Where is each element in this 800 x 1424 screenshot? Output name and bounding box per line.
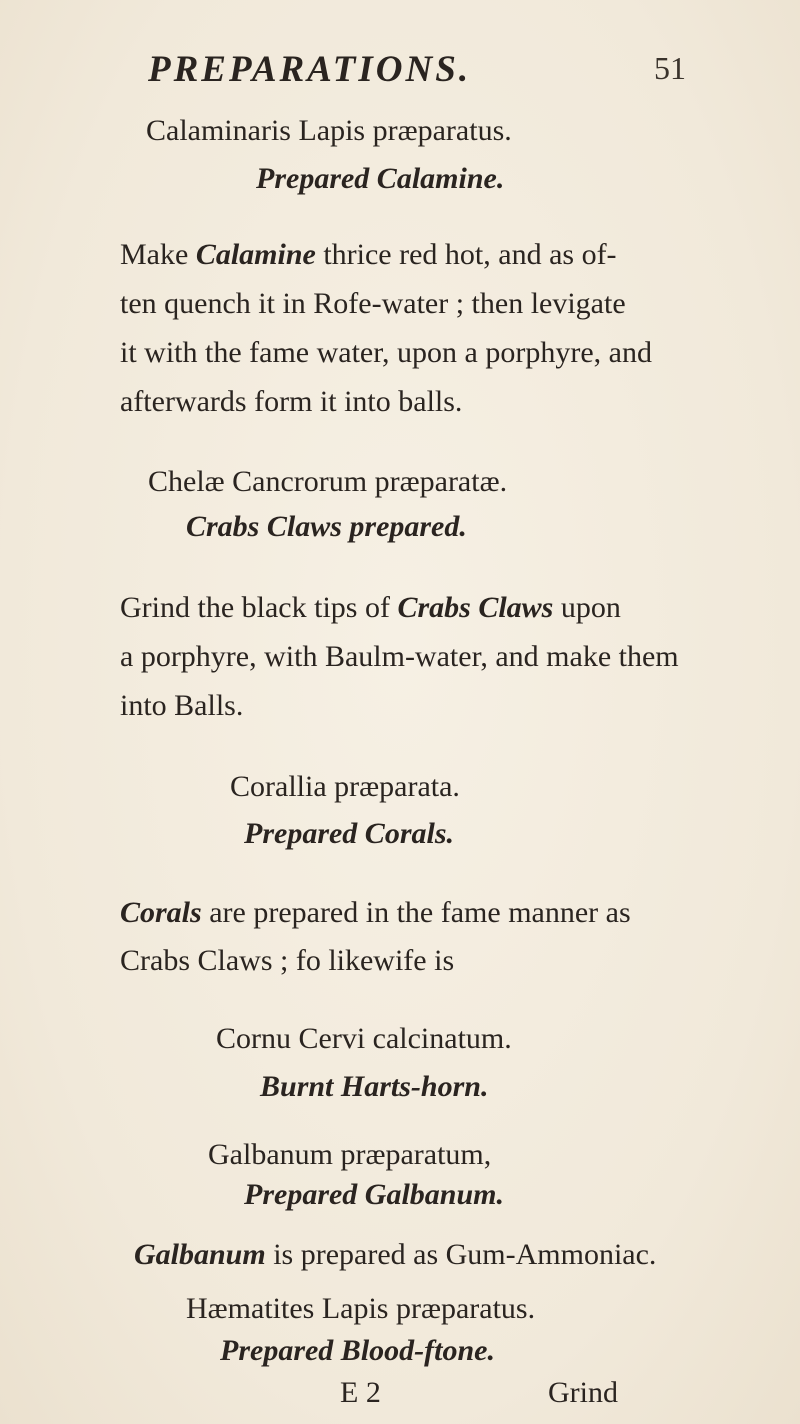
page-number: 51 [654, 50, 686, 86]
body-line: ten quench it in Rofe-water ; then levigate [120, 287, 626, 320]
entry-latin-title: Chelæ Cancrorum præparatæ. [148, 465, 508, 498]
body-line: a porphyre, with Baulm-water, and make them [120, 640, 679, 673]
italic-term: Crabs Claws [397, 591, 554, 624]
body-line: Make Calamine thrice red hot, and as of- [120, 238, 617, 271]
italic-term: Corals [120, 896, 202, 929]
entry-latin-title: Hæmatites Lapis præparatus. [186, 1292, 536, 1325]
body-line: Grind the black tips of Crabs Claws upon [120, 591, 621, 624]
italic-term: Galbanum [134, 1238, 266, 1271]
body-line: into Balls. [120, 689, 244, 722]
entry-latin-title: Corallia præparata. [230, 770, 460, 803]
entry-english-title: Crabs Claws prepared. [186, 510, 467, 543]
signature-mark: E 2 [340, 1376, 381, 1409]
body-line: Corals are prepared in the fame manner as [120, 896, 631, 929]
entry-latin-title: Calaminaris Lapis præparatus. [146, 114, 512, 147]
page-header [0, 48, 800, 98]
body-line: Crabs Claws ; fo likewife is [120, 944, 455, 977]
entry-english-title: Prepared Blood-ftone. [220, 1334, 495, 1367]
italic-term: Calamine [195, 238, 316, 271]
entry-english-title: Prepared Galbanum. [244, 1178, 505, 1211]
entry-english-title: Burnt Harts-horn. [260, 1070, 489, 1103]
entry-latin-title: Cornu Cervi calcinatum. [216, 1022, 512, 1055]
entry-english-title: Prepared Corals. [244, 817, 454, 850]
running-head: PREPARATIONS. [148, 49, 472, 90]
entry-latin-title: Galbanum præparatum, [208, 1138, 492, 1171]
body-line: Galbanum is prepared as Gum-Ammoniac. [134, 1238, 657, 1271]
body-line: afterwards form it into balls. [120, 385, 463, 418]
entry-english-title: Prepared Calamine. [256, 162, 505, 195]
catchword: Grind [548, 1376, 618, 1409]
body-line: it with the fame water, upon a porphyre, and [120, 336, 652, 369]
